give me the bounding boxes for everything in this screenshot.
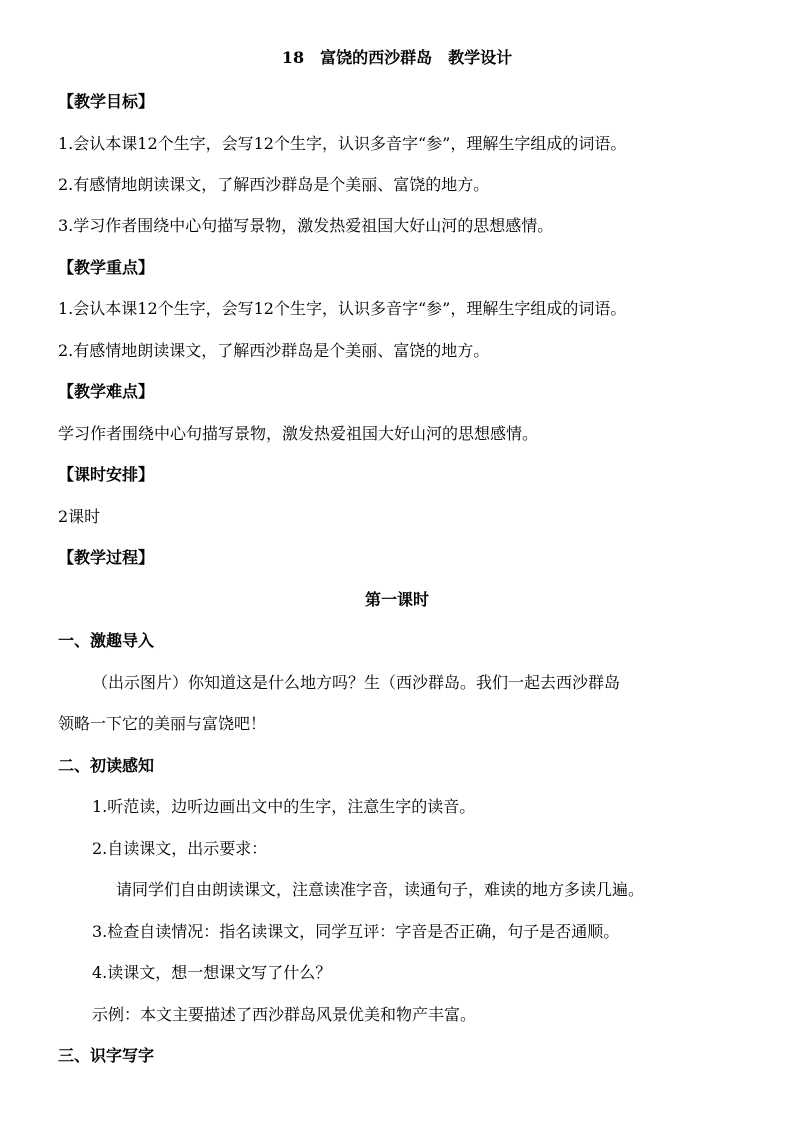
key-points-heading: 【教学重点】 — [58, 258, 155, 277]
difficulties-heading: 【教学难点】 — [58, 382, 155, 401]
part3-heading: 三、识字写字 — [58, 1046, 155, 1065]
part2-item: 1.听范读，边听边画出文中的生字，注意生字的读音。 — [92, 797, 476, 816]
process-heading: 【教学过程】 — [58, 548, 155, 567]
part2-requirement: 请同学们自由朗读课文，注意读准字音，读通句子，难读的地方多读几遍。 — [116, 880, 645, 899]
key-point-item: 2.有感情地朗读课文，了解西沙群岛是个美丽、富饶的地方。 — [58, 341, 490, 360]
part1-text-line: （出示图片）你知道这是什么地方吗？生（西沙群岛。我们一起去西沙群岛 — [92, 673, 621, 692]
part1-text-line: 领略一下它的美丽与富饶吧！ — [58, 714, 267, 733]
difficulties-text: 学习作者围绕中心句描写景物，激发热爱祖国大好山河的思想感情。 — [58, 424, 539, 443]
part1-heading: 一、激趣导入 — [58, 631, 155, 650]
key-point-item: 1.会认本课12个生字，会写12个生字，认识多音字“参”，理解生字组成的词语。 — [58, 299, 627, 318]
objectives-heading: 【教学目标】 — [58, 92, 155, 111]
part2-item: 4.读课文，想一想课文写了什么？ — [92, 963, 332, 982]
schedule-text: 2课时 — [58, 507, 101, 526]
schedule-heading: 【课时安排】 — [58, 465, 155, 484]
part2-heading: 二、初读感知 — [58, 756, 155, 775]
document-title: 18 富饶的西沙群岛 教学设计 — [281, 48, 513, 67]
objective-item: 3.学习作者围绕中心句描写景物，激发热爱祖国大好山河的思想感情。 — [58, 216, 554, 235]
part2-item: 2.自读课文，出示要求： — [92, 839, 268, 858]
objective-item: 1.会认本课12个生字，会写12个生字，认识多音字“参”，理解生字组成的词语。 — [58, 134, 627, 153]
objective-item: 2.有感情地朗读课文，了解西沙群岛是个美丽、富饶的地方。 — [58, 175, 490, 194]
lesson-heading: 第一课时 — [364, 590, 429, 609]
part2-item: 3.检查自读情况：指名读课文，同学互评：字音是否正确，句子是否通顺。 — [92, 922, 620, 941]
part2-example: 示例：本文主要描述了西沙群岛风景优美和物产丰富。 — [92, 1005, 477, 1024]
